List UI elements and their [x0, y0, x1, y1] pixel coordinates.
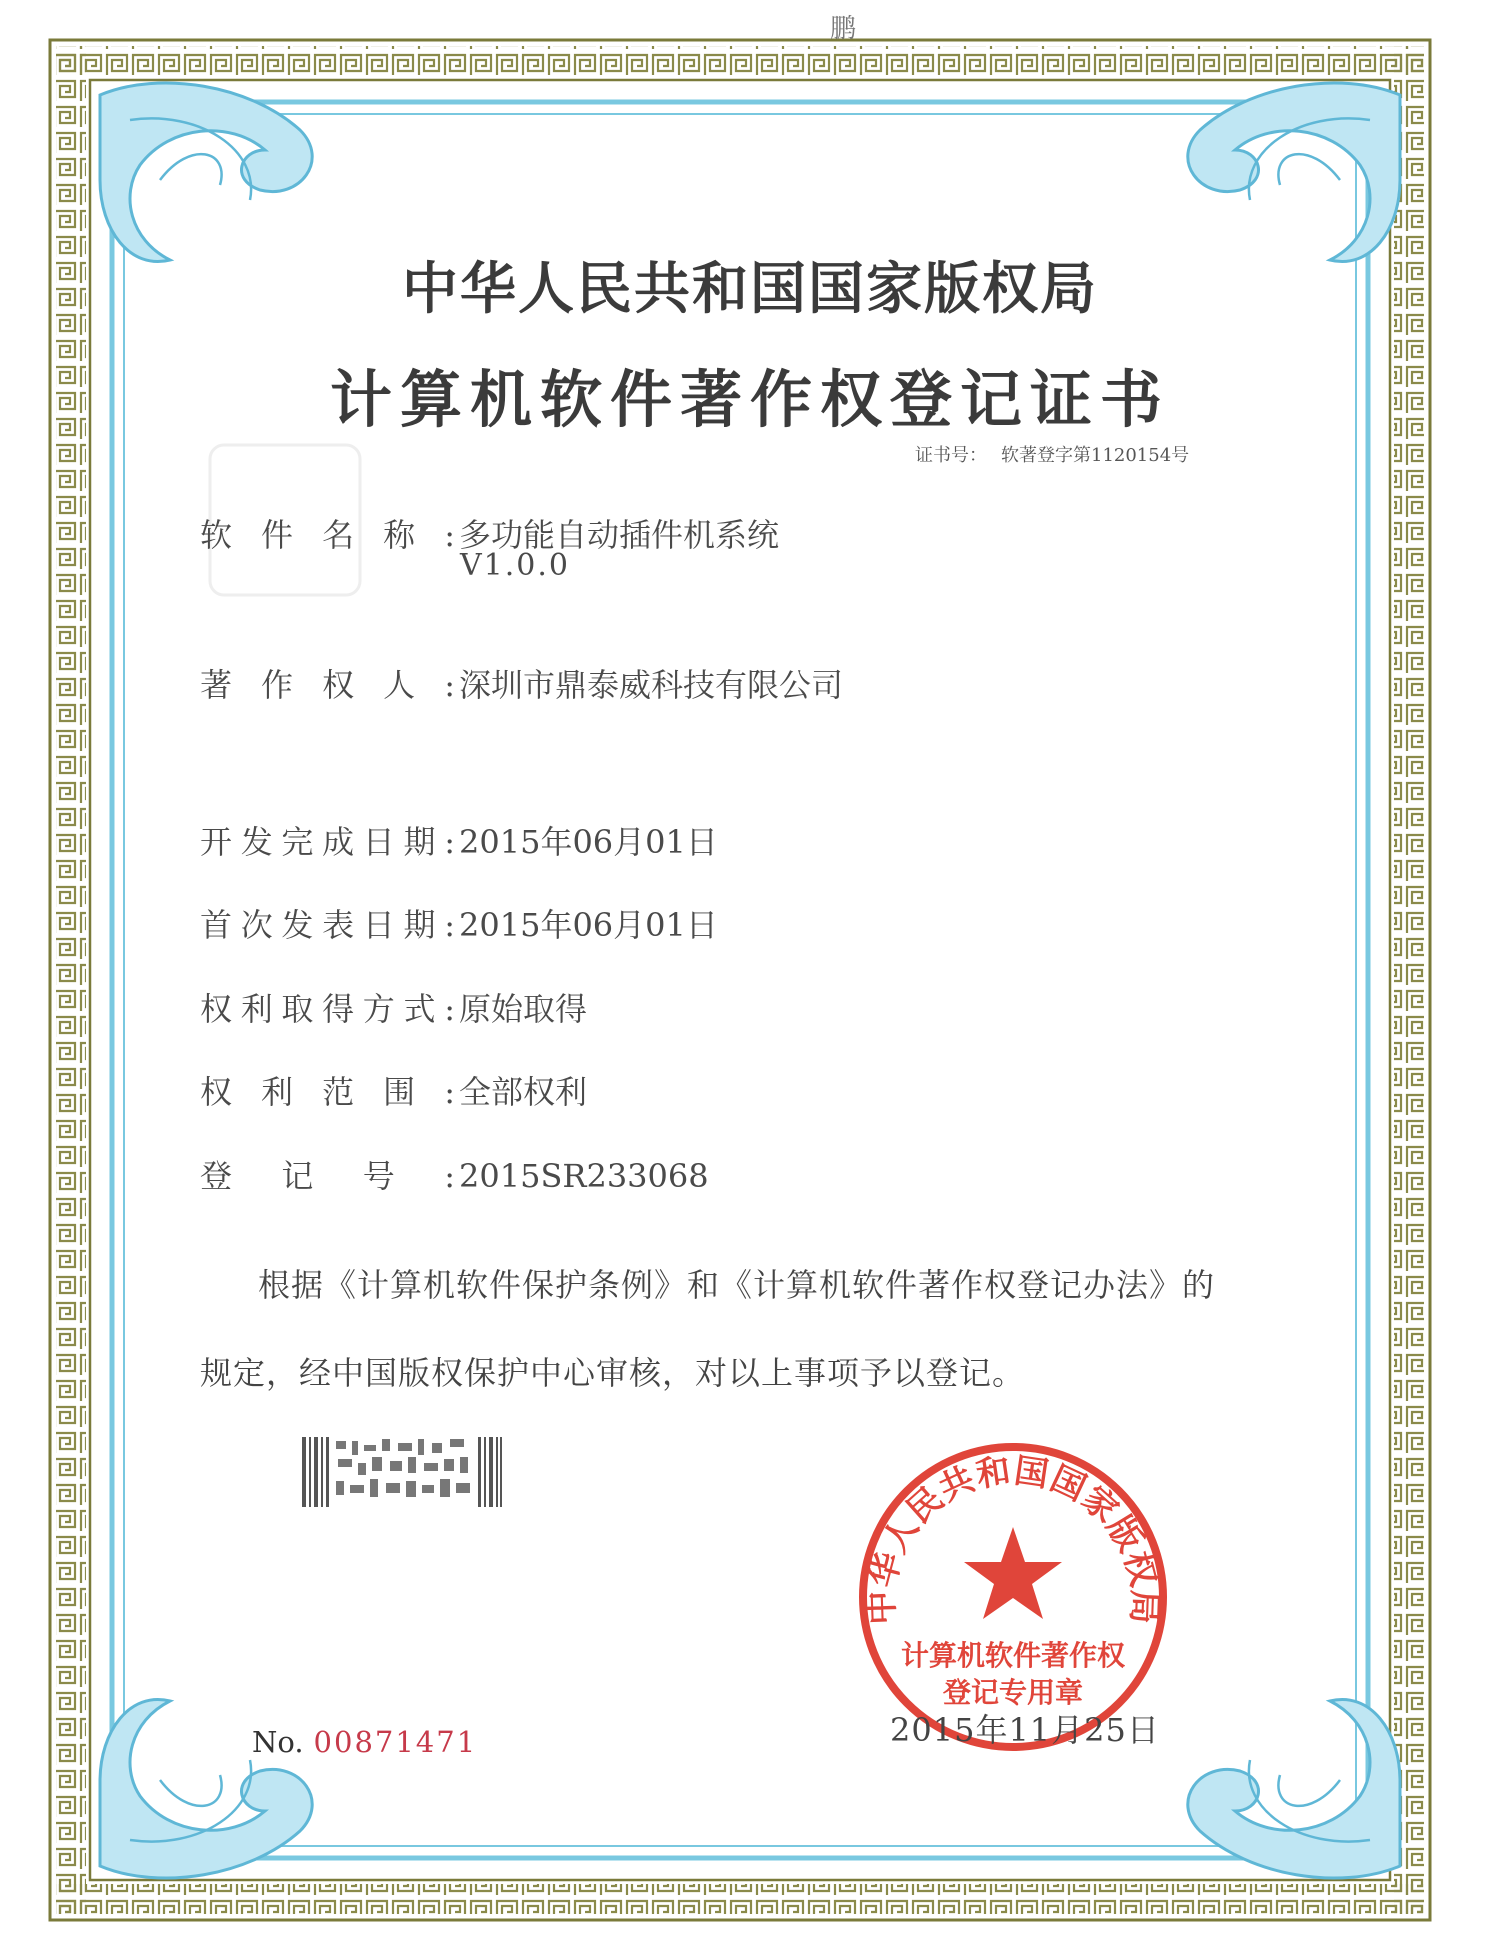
- software-version: V1.0.0: [460, 548, 570, 583]
- completion-date-value: 2015年06月01日: [459, 823, 718, 861]
- statement-line-2: 规定，经中国版权保护中心审核，对以上事项予以登记。: [200, 1354, 1026, 1392]
- field-registration-number: [200, 1151, 709, 1197]
- certificate-serial: [252, 1725, 477, 1759]
- certificate-title: 计算机软件著作权登记证书: [329, 363, 1170, 436]
- issuing-agency: 中华人民共和国国家版权局: [402, 257, 1098, 322]
- field-first-publication-date: [200, 900, 718, 946]
- acquisition-method-label: 权利取得方式:: [200, 990, 455, 1028]
- software-name-value: 多功能自动插件机系统: [459, 516, 780, 554]
- registration-number-value: 2015SR233068: [459, 1157, 709, 1195]
- barcode: [302, 1437, 502, 1507]
- field-scope-of-rights: [200, 1067, 587, 1113]
- field-completion-date: [200, 817, 718, 863]
- serial-prefix: No.: [252, 1725, 304, 1759]
- handwritten-mark: 鹏: [830, 14, 857, 44]
- copyright-owner-value: 深圳市鼎泰威科技有限公司: [459, 666, 844, 704]
- first-publication-date-value: 2015年06月01日: [459, 906, 718, 944]
- issue-date: 2015年11月25日: [890, 1711, 1160, 1749]
- acquisition-method-value: 原始取得: [459, 990, 588, 1028]
- software-name-label: 软件名称:: [200, 516, 455, 554]
- field-copyright-owner: [200, 660, 843, 706]
- svg-text:计算机软件著作权: 计算机软件著作权: [900, 1639, 1126, 1672]
- scope-of-rights-value: 全部权利: [459, 1073, 588, 1111]
- scope-of-rights-label: 权利范围:: [200, 1073, 455, 1111]
- svg-text:中华人民共和国国家版权局: 中华人民共和国国家版权局: [861, 1450, 1165, 1626]
- certificate-number-label: 证书号：: [915, 445, 987, 466]
- field-acquisition-method: [200, 984, 587, 1030]
- svg-text:登记专用章: 登记专用章: [942, 1676, 1084, 1709]
- certificate-number: [915, 441, 1189, 467]
- copyright-owner-label: 著作权人:: [200, 666, 455, 704]
- completion-date-label: 开发完成日期:: [200, 823, 455, 861]
- first-publication-date-label: 首次发表日期:: [200, 906, 455, 944]
- registration-number-label: 登记号:: [200, 1157, 455, 1195]
- certificate-number-value: 软著登字第1120154号: [1001, 445, 1190, 466]
- serial-number: 00871471: [313, 1725, 478, 1759]
- statement-line-1: 根据《计算机软件保护条例》和《计算机软件著作权登记办法》的: [258, 1266, 1216, 1304]
